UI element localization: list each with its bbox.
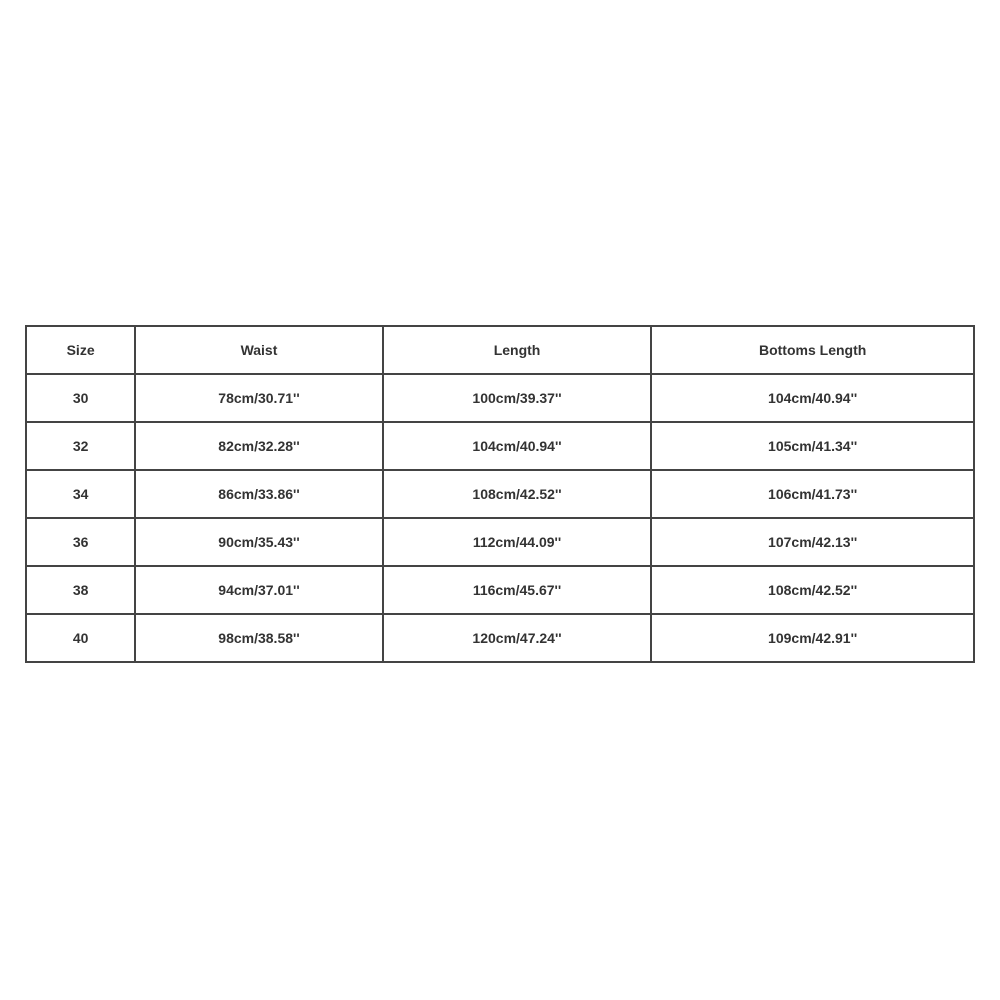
cell-bottoms-length: 109cm/42.91'': [651, 614, 974, 662]
cell-bottoms-length: 106cm/41.73'': [651, 470, 974, 518]
cell-waist: 94cm/37.01'': [135, 566, 383, 614]
cell-bottoms-length: 108cm/42.52'': [651, 566, 974, 614]
cell-size: 34: [26, 470, 135, 518]
cell-size: 40: [26, 614, 135, 662]
table-row: [26, 470, 974, 518]
cell-length: 108cm/42.52'': [383, 470, 652, 518]
cell-waist: 78cm/30.71'': [135, 374, 383, 422]
cell-waist: 82cm/32.28'': [135, 422, 383, 470]
cell-waist: 90cm/35.43'': [135, 518, 383, 566]
cell-size: 30: [26, 374, 135, 422]
cell-waist: 86cm/33.86'': [135, 470, 383, 518]
table-row: [26, 518, 974, 566]
cell-bottoms-length: 107cm/42.13'': [651, 518, 974, 566]
cell-length: 104cm/40.94'': [383, 422, 652, 470]
header-size: Size: [26, 326, 135, 374]
cell-size: 38: [26, 566, 135, 614]
header-row: [26, 326, 974, 374]
header-bottoms-length: Bottoms Length: [651, 326, 974, 374]
header-length: Length: [383, 326, 652, 374]
table-header: [26, 326, 974, 374]
cell-length: 120cm/47.24'': [383, 614, 652, 662]
cell-length: 116cm/45.67'': [383, 566, 652, 614]
cell-size: 32: [26, 422, 135, 470]
cell-length: 100cm/39.37'': [383, 374, 652, 422]
table-row: [26, 566, 974, 614]
header-waist: Waist: [135, 326, 383, 374]
cell-bottoms-length: 104cm/40.94'': [651, 374, 974, 422]
cell-size: 36: [26, 518, 135, 566]
table-body: [26, 374, 974, 662]
table-row: [26, 422, 974, 470]
cell-bottoms-length: 105cm/41.34'': [651, 422, 974, 470]
table-row: [26, 614, 974, 662]
cell-waist: 98cm/38.58'': [135, 614, 383, 662]
cell-length: 112cm/44.09'': [383, 518, 652, 566]
table-row: [26, 374, 974, 422]
size-chart-table: [25, 325, 975, 663]
